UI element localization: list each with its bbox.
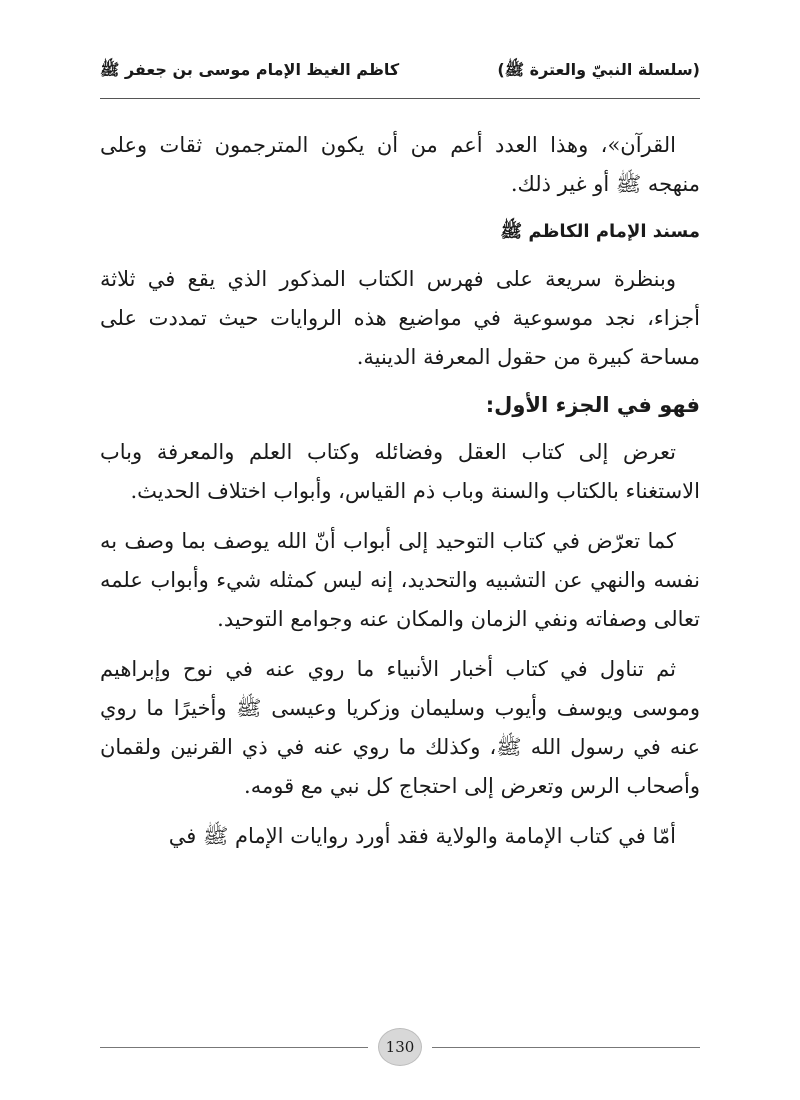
- paragraph-6: أمّا في كتاب الإمامة والولاية فقد أورد روايات الإمام ﷺ في: [168, 824, 676, 848]
- paragraph-2: وبنظرة سريعة على فهرس الكتاب المذكور الذي يقع في ثلاثة أجزاء، نجد موسوعية في مواضيع هذه الروايات حيث تمددت على مساحة كبيرة من حقول المعرفة الدينية.: [100, 267, 700, 369]
- paragraph-3: تعرض إلى كتاب العقل وفضائله وكتاب العلم والمعرفة وباب الاستغناء بالكتاب والسنة وباب ذم القياس، وأبواب اختلاف الحديث.: [100, 440, 700, 503]
- paragraph-1: القرآن»، وهذا العدد أعم من أن يكون المترجمون ثقات وعلى منهجه ﷺ أو غير ذلك.: [100, 133, 700, 196]
- footer-rule-right: [432, 1047, 700, 1048]
- header-divider: [100, 98, 700, 99]
- series-title: (سلسلة النبيّ والعترة ﷺ): [497, 60, 700, 79]
- subheading-part-one: فهو في الجزء الأول:: [485, 393, 700, 417]
- footer-rule-left: [100, 1047, 368, 1048]
- paragraph-4: كما تعرّض في كتاب التوحيد إلى أبواب أنّ الله يوصف بما وصف به نفسه والنهي عن التشبيه والتحديد، إنه ليس كمثله شيء وأبواب علمه تعالى وصفاته ونفي الزمان والمكان عنه وجوامع التوحيد.: [100, 529, 700, 631]
- page-body: [100, 126, 700, 867]
- section-heading-musnad: مسند الإمام الكاظم ﷺ: [500, 221, 700, 242]
- running-header: [100, 60, 700, 90]
- book-title: كاظم الغيظ الإمام موسى بن جعفر ﷺ: [100, 60, 400, 79]
- page-number: 130: [378, 1028, 422, 1066]
- paragraph-5: ثم تناول في كتاب أخبار الأنبياء ما روي عنه في نوح وإبراهيم وموسى ويوسف وأيوب وسليمان وزكريا وعيسى ﷺ وأخيرًا ما روي عنه في رسول الله ﷺ، وكذلك ما روي عنه في ذي القرنين ولقمان وأصحاب الرس وتعرض إلى احتجاج كل نبي مع قومه.: [100, 657, 700, 798]
